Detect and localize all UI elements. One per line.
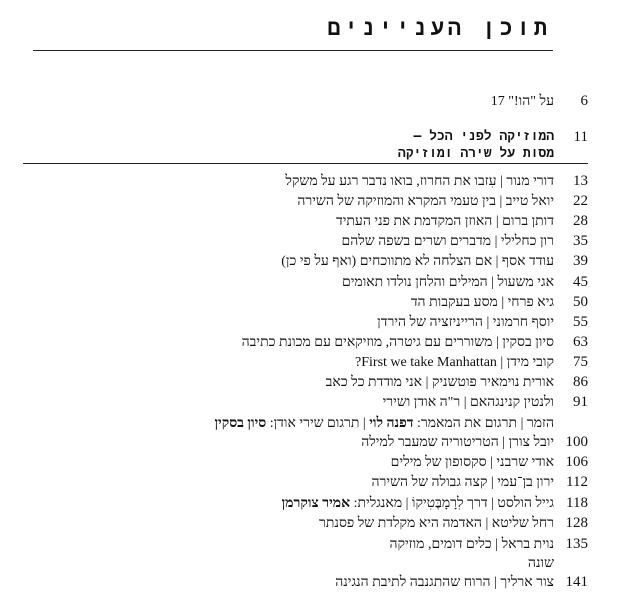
toc-entry	[361, 433, 588, 452]
entry-text: צור ארליך | הרוח שהתגנבה לתיבת הנגינה	[335, 575, 554, 590]
page-number: 11	[573, 129, 588, 145]
page-title: תוכן העניינים	[327, 16, 551, 41]
toc-entry	[377, 313, 588, 332]
entry-text: גייל הולסט | דרך לִרָמָבֶּטִיקוֹ | מאנגלית:	[353, 496, 554, 511]
credit-prefix: הזמר | תרגום את המאמר:	[416, 416, 554, 431]
credit-mid: | תרגום שירי אודן:	[269, 416, 366, 431]
entry-text: עודד אסף | אם הצלחה לא מתווכחים (ואף על פי כן)	[281, 254, 554, 270]
toc-entry	[389, 535, 588, 573]
translator-name: סיון בסקין	[214, 416, 267, 431]
page-number: 39	[573, 253, 588, 270]
page-number: 45	[573, 273, 588, 290]
section-subtitle: מסות על שירה ומוזיקה	[397, 146, 554, 161]
entry-text: יובל צורן | הטריטוריה שמעבר למילה	[361, 435, 554, 450]
entry-text-continued: שונה	[527, 556, 554, 571]
page-number: 112	[566, 474, 588, 490]
page-number: 106	[565, 454, 588, 470]
toc-entry	[342, 273, 588, 292]
toc-entry	[411, 293, 588, 312]
toc-entry	[282, 494, 588, 513]
entry-text: דורי מנור | עִזבו את החרוז, בואו נדבר רגע על משקל	[285, 174, 554, 189]
section-title: המוזיקה לפני הכל –	[413, 129, 554, 144]
toc-entry	[297, 192, 588, 211]
page-number: 135	[565, 536, 588, 552]
page-number: 86	[573, 374, 588, 390]
toc-entry	[383, 393, 588, 412]
entry-text: דותן ברום | האוזן המקדמת את פני העתיד	[335, 214, 554, 230]
entry-text: יוסף חרמוני | הרייניזציה של הירדן	[377, 314, 554, 330]
entry-text: סיון בסקין | משוררים עם גיטרה, מוזיקאים עם מכונת כתיבה	[241, 334, 554, 350]
entry-text: ולנטין קנינגהאם | ר"ה אודן ושירי	[382, 395, 554, 411]
page-number: 100	[565, 434, 588, 450]
toc-entry	[326, 373, 588, 392]
toc-credit	[214, 414, 588, 433]
page-number: 50	[573, 293, 588, 310]
entry-text: קובי מידן | First we take Manhattan?	[355, 354, 554, 370]
entry-text: ירון בן־עמי | קצה גבולה של השירה	[371, 475, 554, 490]
translator-name: אמיר צוקרמן	[281, 496, 351, 511]
section-rule	[23, 163, 588, 164]
toc-entry	[341, 232, 588, 251]
entry-text: גיא פרחי | מסע בעקבות הד	[410, 294, 554, 310]
page-number: 28	[573, 213, 588, 230]
toc-entry	[319, 514, 588, 533]
translator-name: דפנה לוי	[369, 416, 414, 431]
page-number: 6	[580, 93, 588, 109]
toc-entry	[371, 473, 588, 492]
toc-entry	[285, 172, 588, 191]
toc-entry	[281, 252, 588, 271]
page-number: 75	[573, 353, 588, 370]
entry-text: על "הו!" 17	[490, 94, 554, 109]
page-number: 118	[566, 495, 588, 511]
page-number: 35	[573, 233, 588, 250]
page-number: 63	[573, 333, 588, 350]
page-number: 22	[573, 193, 588, 210]
entry-text: אגי משעול | המילים והלחן נולדו תאומים	[341, 274, 554, 290]
entry-text: נוית בראל | כלים דומים, מוזיקה	[389, 537, 554, 552]
toc-entry	[391, 453, 588, 472]
page-number: 13	[573, 173, 588, 189]
page-number: 128	[565, 515, 588, 531]
page-number: 91	[573, 394, 588, 411]
page-number: 55	[573, 313, 588, 330]
entry-text: אורית נוימאיר פוטשניק | אני מודדת כל כאב	[325, 375, 554, 390]
toc-entry	[335, 573, 588, 592]
entry-text: אודי שרבני | סקסופון של מילים	[390, 455, 554, 470]
toc-entry	[336, 212, 588, 231]
toc-entry	[355, 353, 588, 372]
toc-entry	[242, 333, 588, 352]
entry-text: רחל שליטא | האדמה היא מקלדת של פסנתר	[318, 516, 554, 531]
page-number: 141	[565, 574, 588, 590]
toc-entry	[491, 92, 588, 111]
title-rule	[33, 50, 553, 51]
entry-text: רון כחלילי | מדברים ושרים בשפה שלהם	[341, 234, 554, 250]
toc-section	[398, 128, 588, 162]
entry-text: יואל טייב | בין טעמי המקרא והמוזיקה של השירה	[297, 194, 554, 210]
